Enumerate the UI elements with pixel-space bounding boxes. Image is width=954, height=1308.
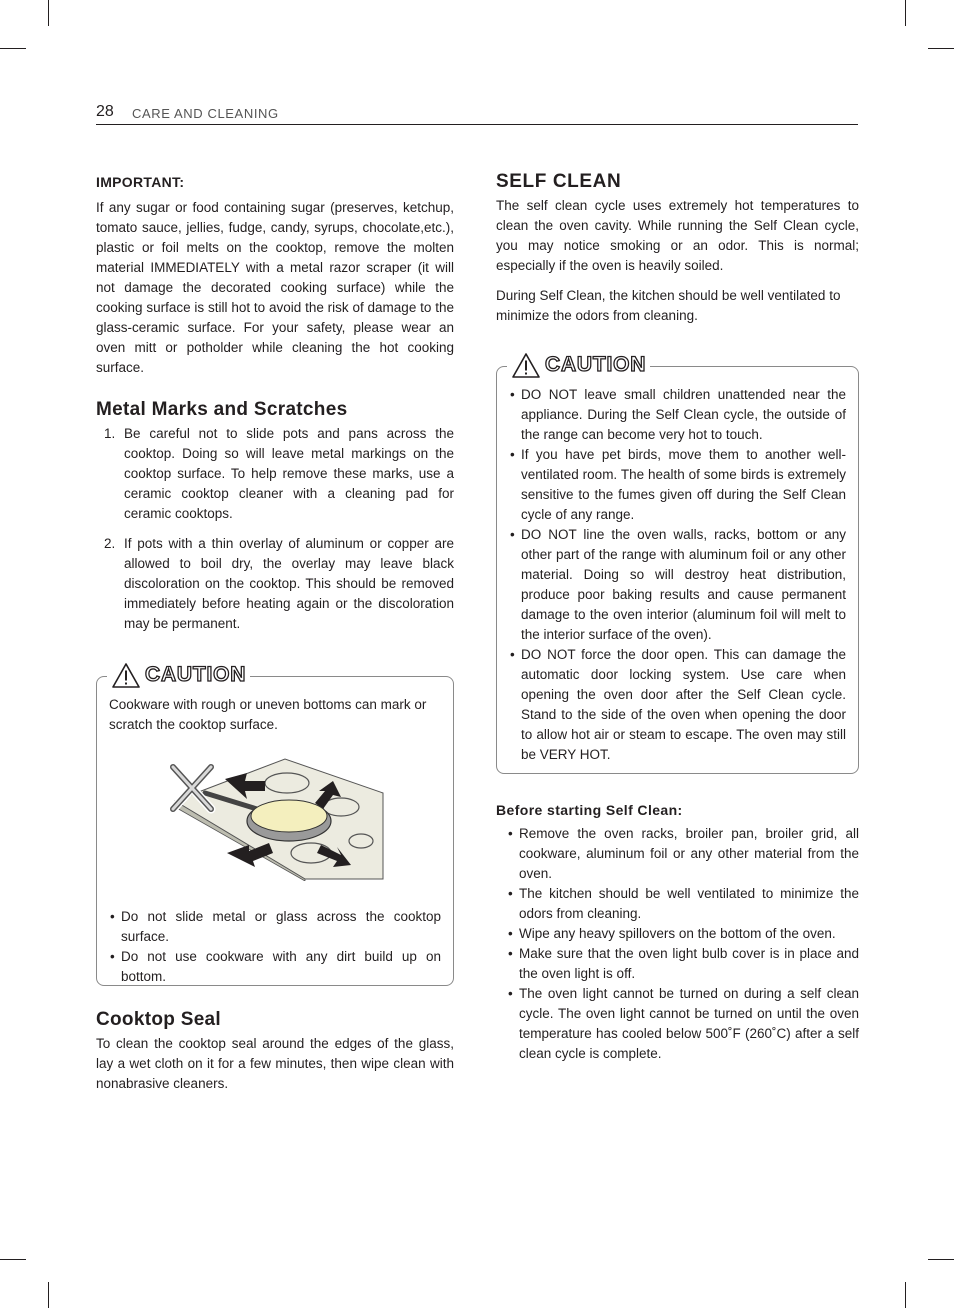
list-item: • Wipe any heavy spillovers on the bottom of the oven.	[507, 924, 859, 944]
list-item	[96, 424, 454, 524]
list-item: • Do not slide metal or glass across the cooktop surface.	[109, 907, 441, 947]
warning-icon	[111, 662, 141, 689]
list-item: • DO NOT leave small children unattended near the appliance. During the Self Clean cycle, the outside of the range can become very hot to touch.	[509, 385, 846, 445]
caution-intro: Cookware with rough or uneven bottoms can mark or scratch the cooktop surface.	[109, 697, 427, 732]
caution-bullets	[109, 907, 441, 987]
page-header	[96, 102, 858, 125]
section-title: CARE AND CLEANING	[132, 106, 279, 121]
before-self-clean-heading: Before starting Self Clean:	[496, 802, 683, 818]
self-clean-intro: The self clean cycle uses extremely hot temperatures to clean the oven cavity. While running the Self Clean cycle, you may notice smoking or an odor. This is normal; especially if the oven is heavily soiled.	[496, 198, 859, 273]
before-self-clean-list	[507, 824, 859, 1064]
important-label: IMPORTANT:	[96, 174, 185, 190]
list-item: • The kitchen should be well ventilated to minimize the odors from cleaning.	[507, 884, 859, 924]
list-item: • Do not use cookware with any dirt build up on bottom.	[109, 947, 441, 987]
crop-mark	[48, 0, 49, 26]
warning-icon	[511, 352, 541, 379]
crop-mark	[905, 0, 906, 26]
list-item: • DO NOT force the door open. This can damage the automatic door locking system. Use care when opening the oven door after the Self Clean cycle. Stand to the side of the oven when opening the door to allow hot air or steam to escape. The oven may still be VERY HOT.	[509, 645, 846, 765]
page-number: 28	[96, 103, 114, 120]
crop-mark	[0, 48, 26, 49]
important-text: If any sugar or food containing sugar (preserves, ketchup, tomato sauce, jellies, fudge, candy, syrups, chocolate,etc.), plastic or foil melts on the cooktop, remove the molten material IMMEDIATELY with a metal razor scraper (it will not damage the decorated cooking surface) while the cooking surface is still hot to avoid the risk of damage to the glass-ceramic surface. For your safety, please wear an oven mitt or potholder while cleaning the hot cooking surface.	[96, 200, 454, 375]
caution-title	[107, 661, 250, 689]
right-column	[496, 172, 859, 1064]
cooktop-seal-heading: Cooktop Seal	[96, 1009, 222, 1030]
caution-label: CAUTION	[545, 353, 647, 376]
list-item: • DO NOT line the oven walls, racks, bottom or any other part of the range with aluminum foil or any other material. Doing so will destroy heat distribution, produce poor baking results and cause permanent damage to the oven interior (aluminum foil will melt to the interior surface of the oven).	[509, 525, 846, 645]
list-item: • Remove the oven racks, broiler pan, broiler grid, all cookware, aluminum foil or any other material from the oven.	[507, 824, 859, 884]
list-item: • If you have pet birds, move them to another well-ventilated room. The health of some birds is extremely sensitive to the fumes given off during the Self Clean cycle of any range.	[509, 445, 846, 525]
self-clean-heading: SELF CLEAN	[496, 171, 622, 192]
caution-title	[507, 351, 650, 379]
list-text: Be careful not to slide pots and pans across the cooktop. Doing so will leave metal markings on the cooktop surface. To help remove these marks, use a ceramic cooktop cleaner with a cleaning pad for ceramic cooktops.	[124, 426, 454, 521]
list-number: 2.	[104, 536, 116, 551]
crop-mark	[0, 1259, 26, 1260]
self-clean-ventilation: During Self Clean, the kitchen should be well ventilated to minimize the odors from cleaning.	[496, 288, 841, 323]
crop-mark	[928, 48, 954, 49]
list-item	[96, 534, 454, 634]
list-number: 1.	[104, 426, 116, 441]
caution-bullets	[509, 385, 846, 765]
metal-marks-heading: Metal Marks and Scratches	[96, 399, 348, 420]
metal-marks-list	[96, 424, 454, 634]
list-text: If pots with a thin overlay of aluminum or copper are allowed to boil dry, the overlay may leave black discoloration on the cooktop. This should be removed immediately before heating again or the discoloration may be permanent.	[124, 536, 454, 631]
crop-mark	[48, 1282, 49, 1308]
cooktop-scratch-illustration	[165, 757, 385, 881]
crop-mark	[905, 1282, 906, 1308]
caution-box-self-clean	[496, 353, 859, 774]
caution-label: CAUTION	[145, 663, 247, 686]
left-column	[96, 172, 454, 1094]
crop-mark	[928, 1259, 954, 1260]
cooktop-seal-text: To clean the cooktop seal around the edges of the glass, lay a wet cloth on it for a few minutes, then wipe clean with nonabrasive cleaners.	[96, 1036, 454, 1091]
list-item: • Make sure that the oven light bulb cover is in place and the oven light is off.	[507, 944, 859, 984]
caution-box-cookware	[96, 663, 454, 986]
list-item: • The oven light cannot be turned on during a self clean cycle. The oven light cannot be turned on until the oven temperature has cooled below 500˚F (260˚C) after a self clean cycle is complete.	[507, 984, 859, 1064]
